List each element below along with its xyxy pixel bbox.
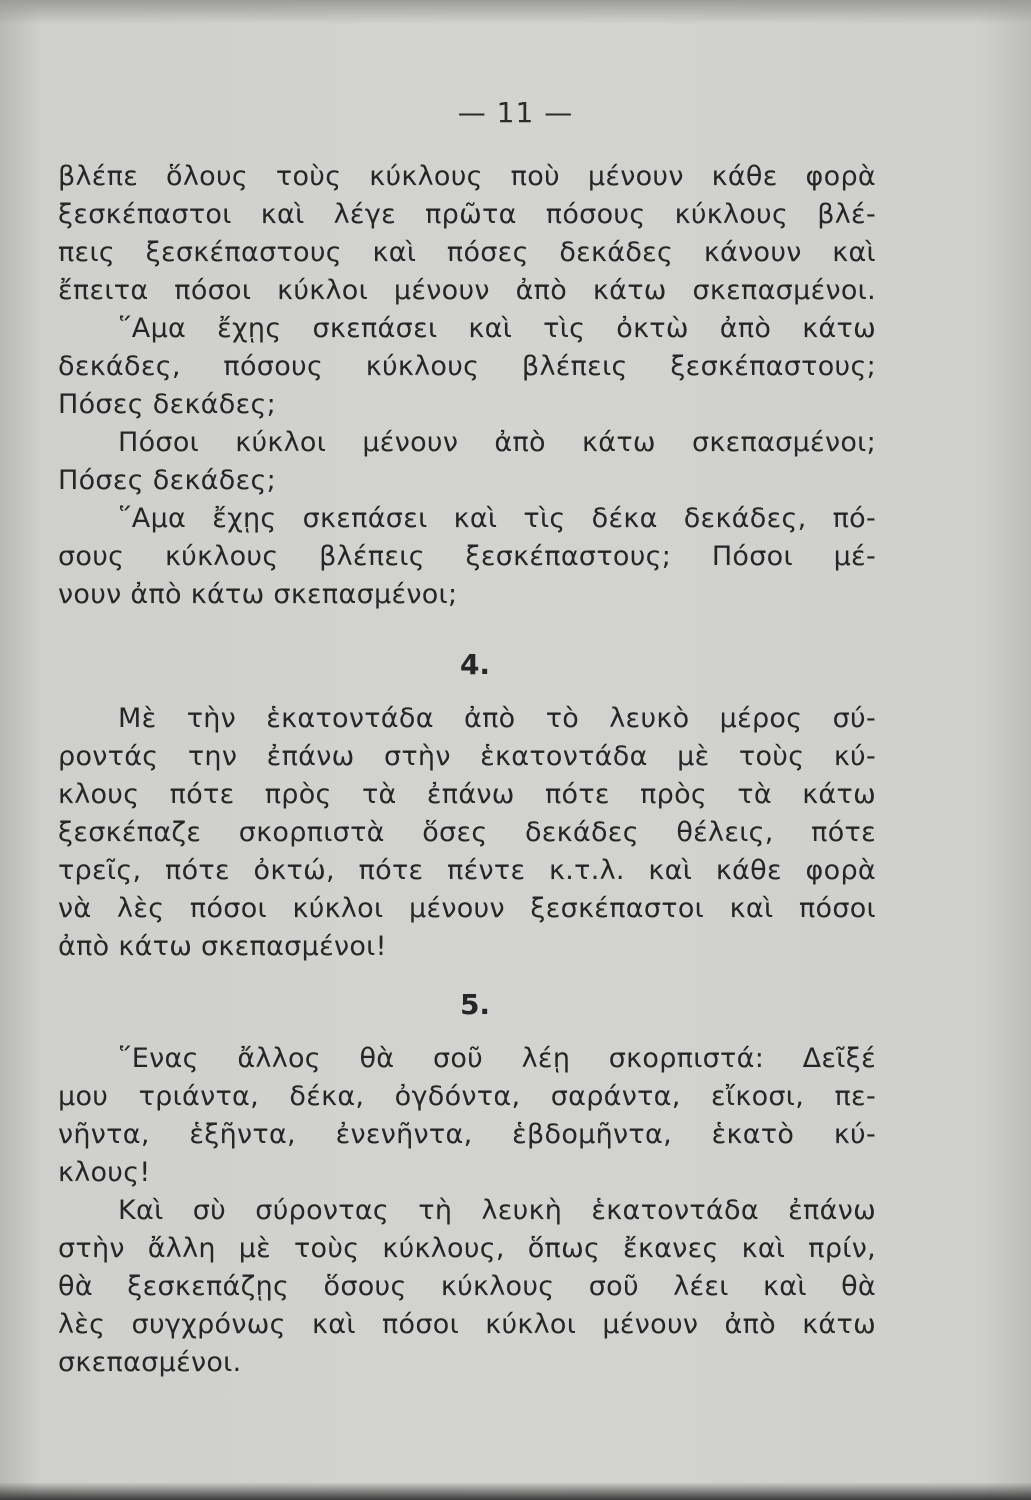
text-line: ἀπὸ κάτω σκεπασμένοι! <box>58 931 387 962</box>
text-line: τρεῖς, πότε ὀκτώ, πότε πέντε κ.τ.λ. καὶ κάθε φορὰ <box>58 855 876 886</box>
text-line: σους κύκλους βλέπεις ξεσκέπαστους; Πόσοι μέ- <box>58 541 876 572</box>
text-line: θὰ ξεσκεπάζῃς ὅσους κύκλους σοῦ λέει καὶ θὰ <box>58 1271 876 1302</box>
text-line: ῞Αμα ἔχῃς σκεπάσει καὶ τὶς δέκα δεκάδες, πό- <box>118 503 876 534</box>
paragraph-block-3 <box>58 1040 876 1382</box>
text-line: νουν ἀπὸ κάτω σκεπασμένοι; <box>58 579 458 610</box>
text-line: Πόσες δεκάδες; <box>58 389 277 420</box>
text-line: κλους πότε πρὸς τὰ ἐπάνω πότε πρὸς τὰ κάτω <box>58 779 876 810</box>
top-edge-shadow <box>0 0 1031 24</box>
text-line: βλέπε ὅλους τοὺς κύκλους ποὺ μένουν κάθε φορὰ <box>58 161 876 192</box>
bottom-edge-shadow <box>0 1482 1031 1500</box>
text-line: ἔπειτα πόσοι κύκλοι μένουν ἀπὸ κάτω σκεπασμένοι. <box>58 275 876 306</box>
text-line: σκεπασμένοι. <box>58 1347 242 1378</box>
text-line: Μὲ τὴν ἑκατοντάδα ἀπὸ τὸ λευκὸ μέρος σύ- <box>118 703 876 734</box>
text-line: Πόσοι κύκλοι μένουν ἀπὸ κάτω σκεπασμένοι; <box>118 427 876 458</box>
text-line: Καὶ σὺ σύροντας τὴ λευκὴ ἑκατοντάδα ἐπάνω <box>118 1195 876 1226</box>
text-line: στὴν ἄλλη μὲ τοὺς κύκλους, ὅπως ἔκανες καὶ πρίν, <box>58 1233 876 1264</box>
text-line: δεκάδες, πόσους κύκλους βλέπεις ξεσκέπαστους; <box>58 351 876 382</box>
text-line: ξεσκέπαζε σκορπιστὰ ὅσες δεκάδες θέλεις, πότε <box>58 817 876 848</box>
text-line: κλους! <box>58 1157 151 1188</box>
text-line: ξεσκέπαστοι καὶ λέγε πρῶτα πόσους κύκλους βλέ- <box>58 199 876 230</box>
text-line: Πόσες δεκάδες; <box>58 465 277 496</box>
text-line: λὲς συγχρόνως καὶ πόσοι κύκλοι μένουν ἀπὸ κάτω <box>58 1309 876 1340</box>
text-line: νῆντα, ἑξῆντα, ἐνενῆντα, ἑβδομῆντα, ἑκατὸ κύ- <box>58 1119 876 1150</box>
section-number-4: 4. <box>459 648 491 681</box>
paragraph-block-2 <box>58 700 876 966</box>
paragraph-block-1 <box>58 158 876 614</box>
page-number: — 11 — <box>457 96 574 129</box>
text-line: ροντάς την ἐπάνω στὴν ἑκατοντάδα μὲ τοὺς κύ- <box>58 741 876 772</box>
text-line: ῞Αμα ἔχῃς σκεπάσει καὶ τὶς ὀκτὼ ἀπὸ κάτω <box>118 313 876 344</box>
text-line: νὰ λὲς πόσοι κύκλοι μένουν ξεσκέπαστοι καὶ πόσοι <box>58 893 876 924</box>
text-line: πεις ξεσκέπαστους καὶ πόσες δεκάδες κάνουν καὶ <box>58 237 876 268</box>
text-line: μου τριάντα, δέκα, ὀγδόντα, σαράντα, εἴκοσι, πε- <box>58 1081 876 1112</box>
section-number-5: 5. <box>459 988 491 1021</box>
text-line: ῞Ενας ἄλλος θὰ σοῦ λέῃ σκορπιστά: Δεῖξέ <box>118 1043 876 1074</box>
